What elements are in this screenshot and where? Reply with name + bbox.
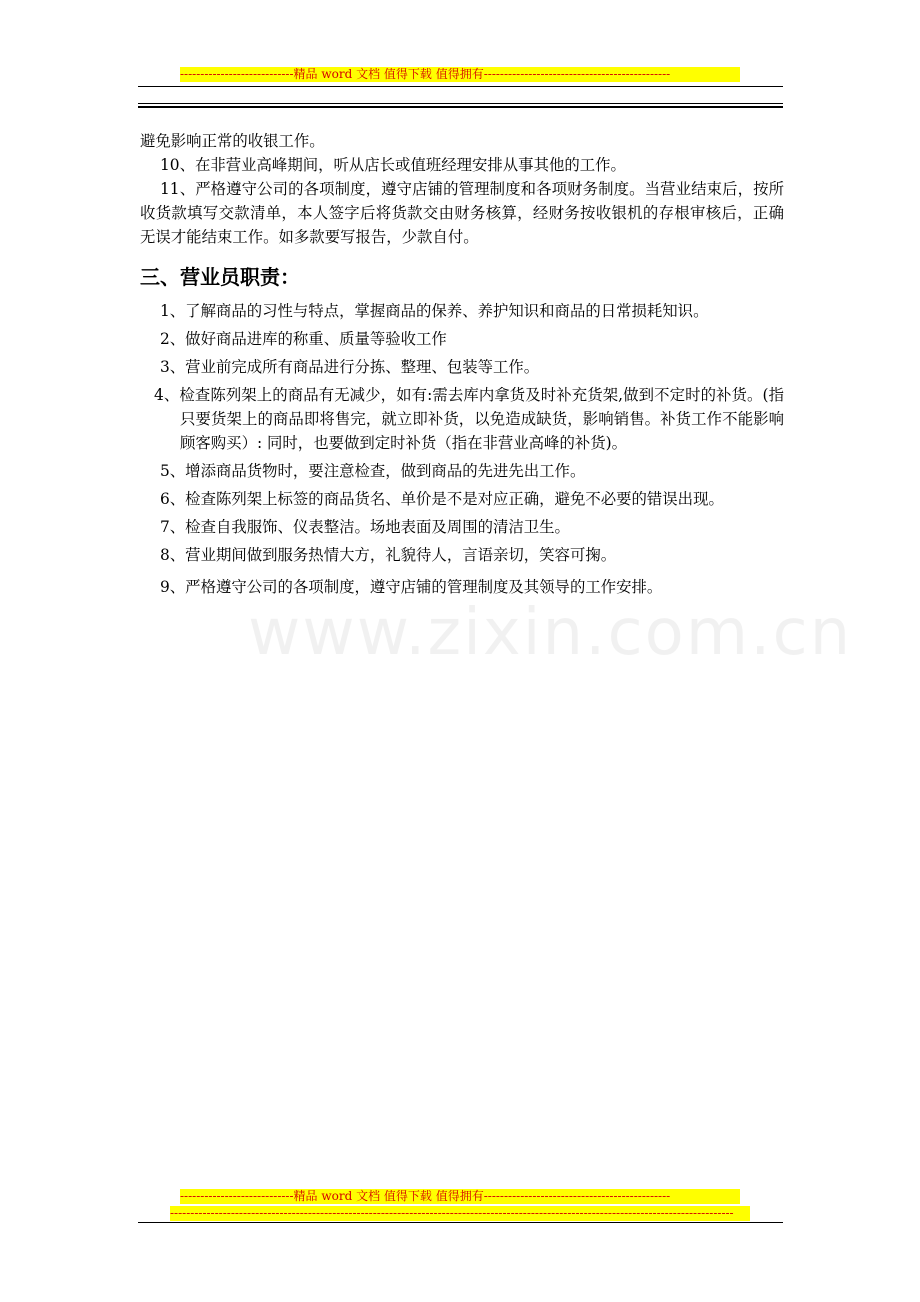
document-body <box>140 129 784 599</box>
duty-item-1: 1、了解商品的习性与特点，掌握商品的保养、养护知识和商品的日常损耗知识。 <box>160 302 709 320</box>
duty-item-6: 6、检查陈列架上标签的商品货名、单价是不是对应正确，避免不必要的错误出现。 <box>160 490 724 508</box>
footer-banner-2: ------------------------------------------------------------------------------------------------------------------------------------------- <box>170 1206 750 1221</box>
watermark: www.zixin.com.cn <box>248 596 853 670</box>
duty-item-2: 2、做好商品进库的称重、质量等验收工作 <box>160 330 447 348</box>
header-rule-2 <box>138 106 783 108</box>
section-heading: 三、营业员职责： <box>140 265 300 289</box>
paragraph-10: 10、在非营业高峰期间，听从店长或值班经理安排从事其他的工作。 <box>160 156 626 174</box>
header-banner: ----------------------------精品 word 文档 值得下载 值得拥有---------------------------------------------- <box>180 67 740 82</box>
duty-item-3: 3、营业前完成所有商品进行分拣、整理、包装等工作。 <box>160 358 540 376</box>
footer-rule <box>138 1222 783 1223</box>
footer-banner-1: ----------------------------精品 word 文档 值得下载 值得拥有---------------------------------------------- <box>180 1189 740 1204</box>
duty-item-8: 8、营业期间做到服务热情大方，礼貌待人，言语亲切，笑容可掬。 <box>160 546 617 564</box>
duty-item-5: 5、增添商品货物时，要注意检查，做到商品的先进先出工作。 <box>160 462 586 480</box>
header-rule-1 <box>138 103 783 104</box>
header-rule-thin <box>138 86 783 87</box>
paragraph-11: 11、严格遵守公司的各项制度，遵守店铺的管理制度和各项财务制度。当营业结束后，按所收货款填写交款清单，本人签字后将货款交由财务核算，经财务按收银机的存根审核后，正确无误才能结束工作。如多款要写报告，少款自付。 <box>140 180 784 246</box>
duty-item-9: 9、严格遵守公司的各项制度，遵守店铺的管理制度及其领导的工作安排。 <box>160 578 663 596</box>
duty-item-7: 7、检查自我服饰、仪表整洁。场地表面及周围的清洁卫生。 <box>160 518 570 536</box>
paragraph-continued: 避免影响正常的收银工作。 <box>140 132 325 150</box>
duty-item-4: 4、检查陈列架上的商品有无减少，如有:需去库内拿货及时补充货架,做到不定时的补货。(指只要货架上的商品即将售完，就立即补货，以免造成缺货，影响销售。补货工作不能影响顾客购买）: 同时，也要做到定时补货（指在非营业高峰的补货)。 <box>154 386 784 452</box>
